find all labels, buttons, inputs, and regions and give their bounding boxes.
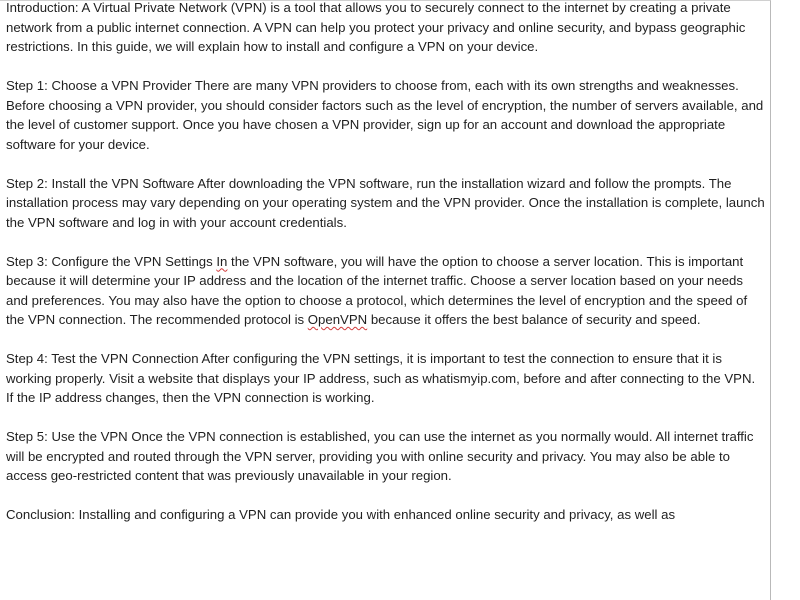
paragraph-text: because it offers the best balance of security and speed.	[367, 312, 701, 327]
paragraph-text: Step 1: Choose a VPN Provider There are many VPN providers to choose from, each with its own strengths and weaknesses. Before choosing a VPN provider, you should consider factors such as the level of encryption, the number of servers available, and the level of customer support. Once you have chosen a VPN provider, sign up for an account and download the appropriate software for your device.	[6, 78, 764, 152]
document-paragraph	[6, 252, 766, 330]
document-paragraph	[6, 0, 766, 57]
document-paragraph	[6, 174, 766, 233]
document-paragraph	[6, 349, 766, 408]
paragraph-text: Step 3: Configure the VPN Settings	[6, 253, 217, 269]
paragraph-text: Introduction: A Virtual Private Network (VPN) is a tool that allows you to securely connect to the internet by creating a private network from a public internet connection. A VPN can help you protect your privacy and online security, and bypass geographic restrictions. In this guide, we will explain how to install and configure a VPN on your device.	[6, 0, 746, 54]
spellcheck-flagged-word: In	[216, 253, 228, 269]
document-paragraph	[6, 76, 766, 154]
paragraph-text: the VPN software, you will have the option to choose a server location. This is important because it will determine your IP address and the location of the internet traffic. Choose a server location based on your needs and preferences. You may also have the option to choose a protocol, which determines the level of encryption and the speed of the VPN connection. The recommended protocol is	[6, 253, 748, 327]
paragraph-text: Step 4: Test the VPN Connection After configuring the VPN settings, it is important to test the connection to ensure that it is working properly. Visit a website that displays your IP address, such as whatismyip.com, before and after connecting to the VPN. If the IP address changes, then the VPN connection is working.	[6, 351, 756, 405]
paragraph-text: Step 5: Use the VPN Once the VPN connection is established, you can use the internet as you normally would. All internet traffic will be encrypted and routed through the VPN server, providing you with online security and privacy. You may also be able to access geo-restricted content that was previously unavailable in your region.	[6, 429, 754, 483]
document-body[interactable]	[6, 0, 766, 544]
paragraph-text: Conclusion: Installing and configuring a VPN can provide you with enhanced online security and privacy, as well as	[6, 507, 676, 522]
document-paragraph	[6, 427, 766, 486]
spellcheck-flagged-word: OpenVPN	[307, 312, 368, 327]
document-paragraph	[6, 505, 766, 525]
paragraph-text: Step 2: Install the VPN Software After downloading the VPN software, run the installation wizard and follow the prompts. The installation process may vary depending on your operating system and the VPN provider. Once the installation is complete, launch the VPN software and log in with your account credentials.	[6, 175, 765, 230]
